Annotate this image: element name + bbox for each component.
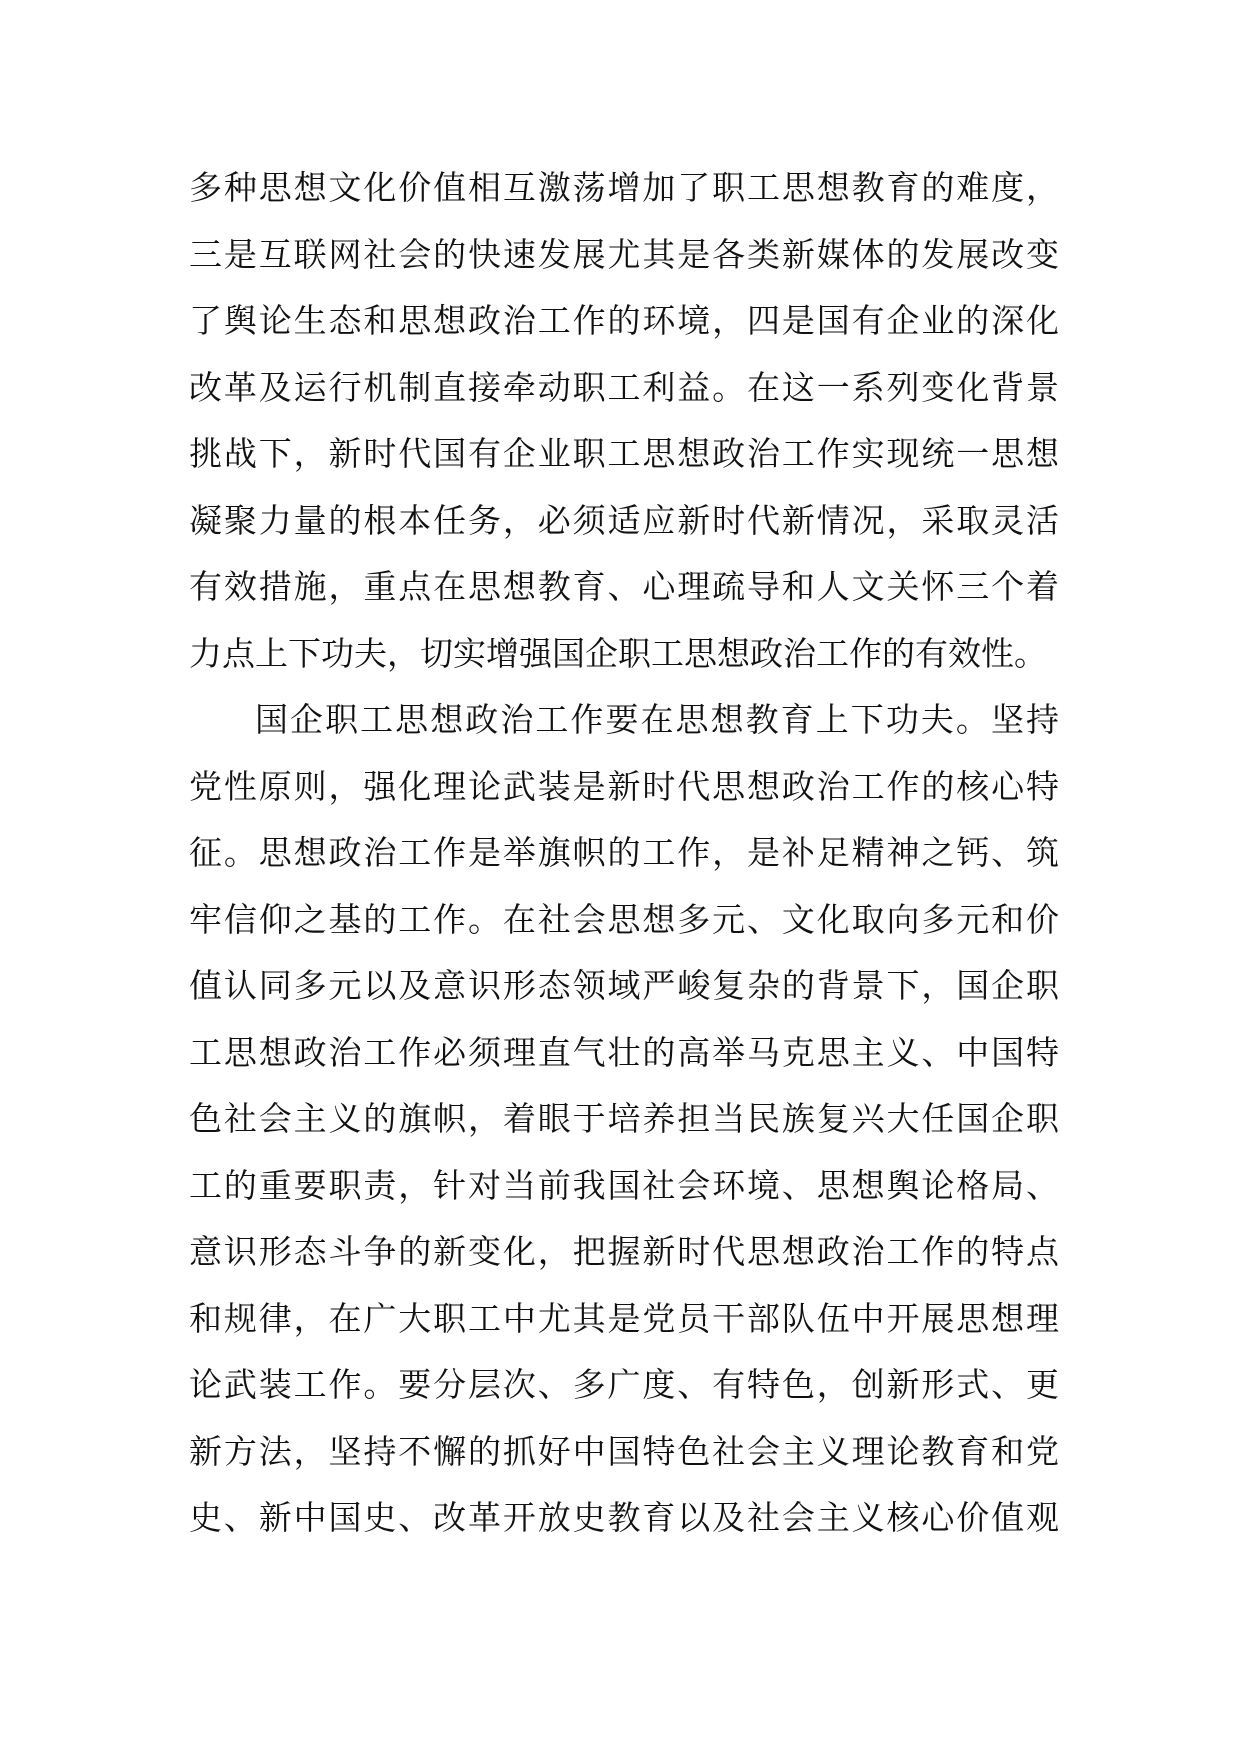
text-line: 力点上下功夫，切实增强国企职工思想政治工作的有效性。: [189, 633, 1047, 673]
text-line: 了舆论生态和思想政治工作的环境，四是国有企业的深化: [189, 301, 1059, 340]
text-line: 挑战下，新时代国有企业职工思想政治工作实现统一思想: [189, 434, 1059, 473]
text-line: 多种思想文化价值相互激荡增加了职工思想教育的难度，: [189, 168, 1059, 207]
text-line: 新方法，坚持不懈的抓好中国特色社会主义理论教育和党: [189, 1431, 1059, 1471]
text-line: 三是互联网社会的快速发展尤其是各类新媒体的发展改变: [189, 234, 1059, 274]
text-line: 改革及运行机制直接牵动职工利益。在这一系列变化背景: [189, 367, 1059, 407]
body-text: [189, 155, 1059, 1552]
text-line: 凝聚力量的根本任务，必须适应新时代新情况，采取灵活: [189, 500, 1059, 540]
text-line: 党性原则，强化理论武装是新时代思想政治工作的核心特: [189, 766, 1059, 806]
text-line: 值认同多元以及意识形态领域严峻复杂的背景下，国企职: [189, 966, 1059, 1005]
text-line: 征。思想政治工作是举旗帜的工作，是补足精神之钙、筑: [189, 833, 1059, 872]
text-line: 论武装工作。要分层次、多广度、有特色，创新形式、更: [189, 1365, 1059, 1404]
text-line: 工的重要职责，针对当前我国社会环境、思想舆论格局、: [189, 1165, 1059, 1205]
text-line: 工思想政治工作必须理直气壮的高举马克思主义、中国特: [189, 1032, 1059, 1072]
text-line: 史、新中国史、改革开放史教育以及社会主义核心价值观: [189, 1498, 1059, 1537]
text-line: 意识形态斗争的新变化，把握新时代思想政治工作的特点: [189, 1232, 1059, 1271]
text-line: 有效措施，重点在思想教育、心理疏导和人文关怀三个着: [189, 567, 1059, 606]
paragraph-first-line: 国企职工思想政治工作要在思想教育上下功夫。坚持: [255, 700, 1059, 739]
text-line: 和规律，在广大职工中尤其是党员干部队伍中开展思想理: [189, 1298, 1059, 1338]
text-line: 牢信仰之基的工作。在社会思想多元、文化取向多元和价: [189, 899, 1059, 939]
text-line: 色社会主义的旗帜，着眼于培养担当民族复兴大任国企职: [189, 1099, 1059, 1138]
